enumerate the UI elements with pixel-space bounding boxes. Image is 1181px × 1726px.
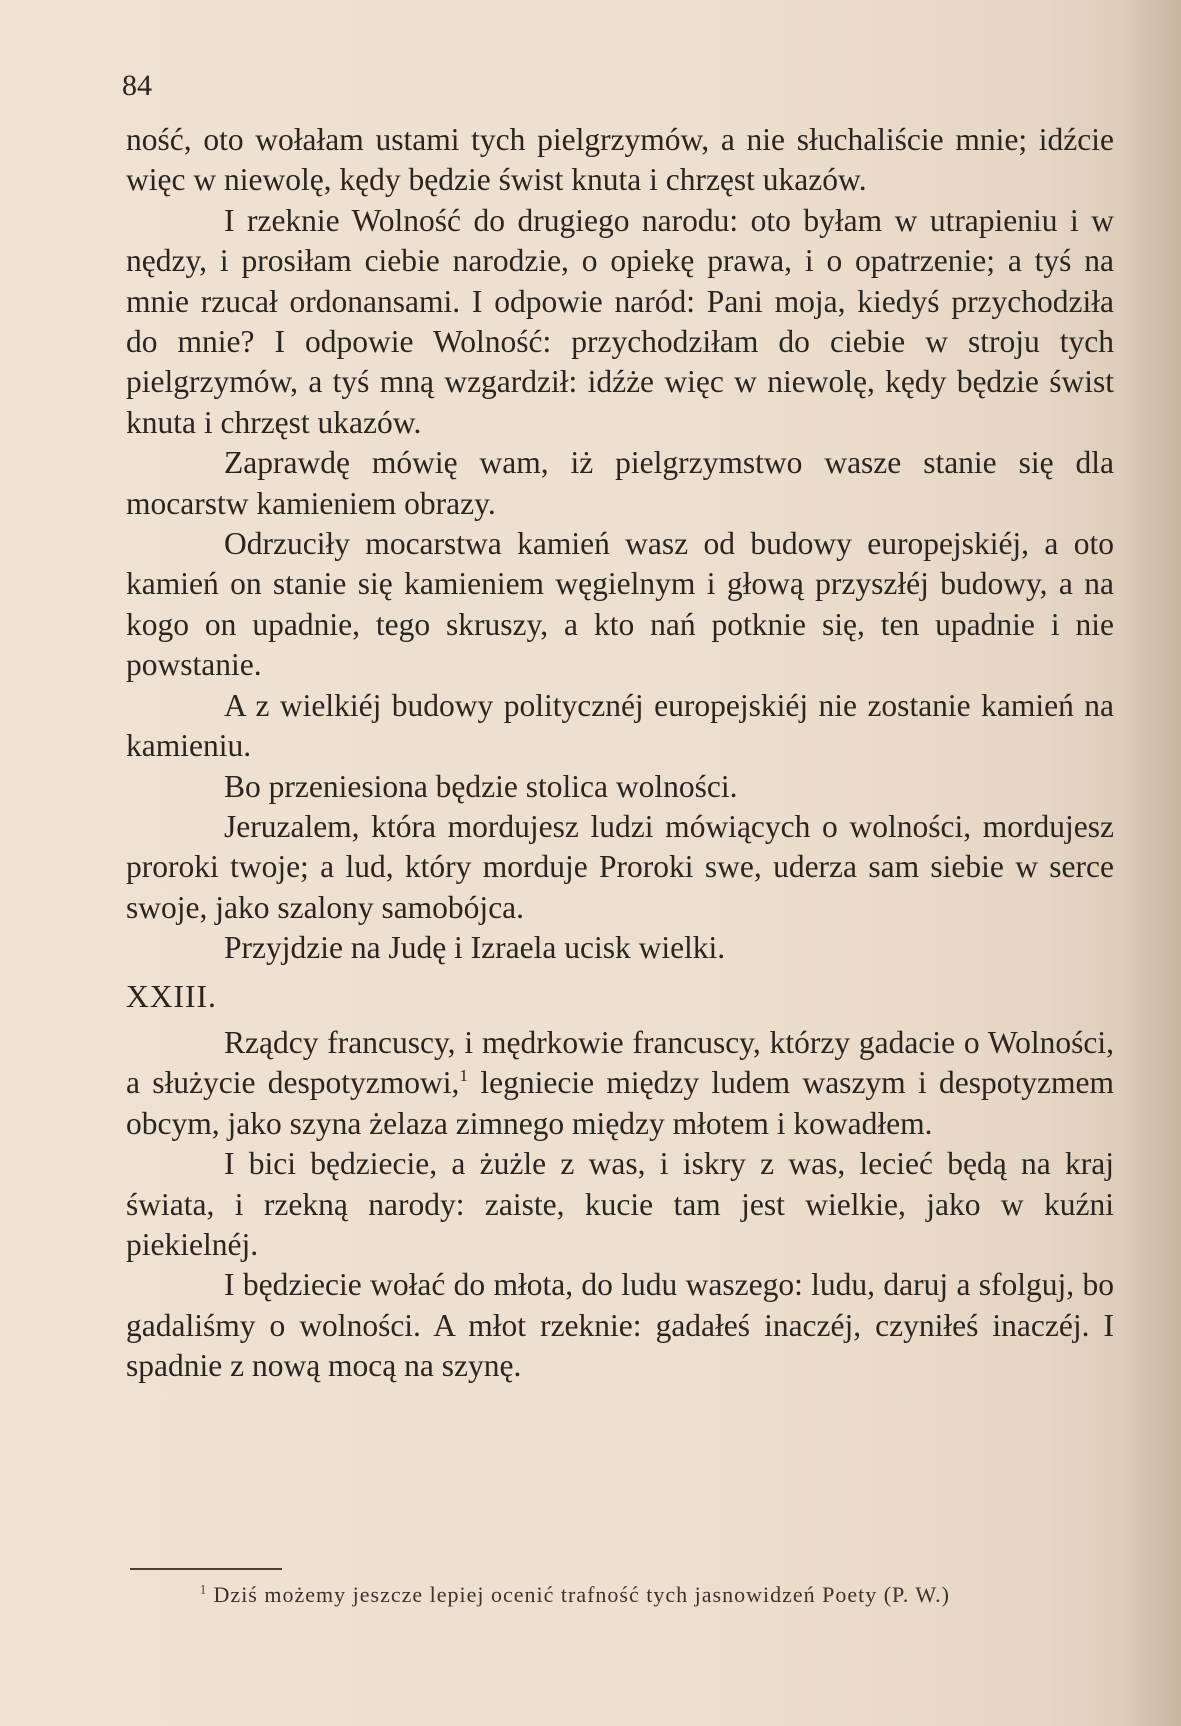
paragraph-text: Rządcy francuscy, i mędrkowie francuscy, którzy gadacie o Wolności, a służycie despotyzmowi,: [126, 1024, 1114, 1101]
paragraph: Bo przeniesiona będzie stolica wolności.: [224, 768, 738, 804]
footnote-divider: [130, 1568, 282, 1570]
paragraph: I rzeknie Wolność do drugiego narodu: oto byłam w utrapieniu i w nędzy, i prosiłam ciebie narodzie, o opiekę prawa, i o opatrzenie; a tyś na mnie rzucał ordonansami. I odpowie naród: Pani moja, kiedyś przychodziła do mnie? I odpowie Wolność: przychodziłam do ciebie w stroju tych pielgrzymów, a tyś mną wzgardził: idźże więc w niewolę, kędy będzie świst knuta i chrzęst ukazów.: [126, 202, 1114, 440]
page-edge-shadow: [1121, 0, 1181, 1726]
footnote-text: Dziś możemy jeszcze lepiej ocenić trafność tych jasnowidzeń Poety (P. W.): [213, 1582, 951, 1607]
paragraph: ność, oto wołałam ustami tych pielgrzymów, a nie słuchaliście mnie; idźcie więc w niewolę, kędy będzie świst knuta i chrzęst ukazów.: [126, 122, 1114, 198]
paragraph: A z wielkiéj budowy politycznéj europejskiéj nie zostanie kamień na kamieniu.: [126, 687, 1114, 764]
paragraph: Zaprawdę mówię wam, iż pielgrzymstwo wasze stanie się dla mocarstw kamieniem obrazy.: [126, 445, 1114, 521]
paragraph: [126, 1023, 1114, 1144]
paragraph: I bici będziecie, a żużle z was, i iskry z was, lecieć będą na kraj świata, i rzekną narody: zaiste, kucie tam jest wielkie, jako w kuźni piekielnéj.: [126, 1146, 1114, 1262]
body-text: [126, 120, 1114, 1387]
paragraph: I będziecie wołać do młota, do ludu waszego: ludu, daruj a sfolguj, bo gadaliśmy o wolności. A młot rzeknie: gadałeś inaczéj, czyniłeś inaczéj. I spadnie z nową mocą na szynę.: [126, 1267, 1114, 1384]
footnote: [200, 1578, 1130, 1612]
footnote-mark: 1: [200, 1582, 208, 1597]
page-number: 84: [122, 69, 152, 102]
paragraph: Przyjdzie na Judę i Izraela ucisk wielki.: [224, 930, 726, 966]
paragraph-text: legniecie między ludem waszym i despotyzmem obcym, jako szyna żelaza zimnego między młotem i kowadłem.: [126, 1065, 1115, 1141]
section-heading: XXIII.: [126, 978, 217, 1014]
footnote-reference: 1: [459, 1066, 469, 1086]
paragraph: Jeruzalem, która mordujesz ludzi mówiących o wolności, mordujesz proroki twoje; a lud, który morduje Proroki swe, uderza sam siebie w serce swoje, jako szalony samobójca.: [126, 808, 1114, 925]
paragraph: Odrzuciły mocarstwa kamień wasz od budowy europejskiéj, a oto kamień on stanie się kamieniem węgielnym i głową przyszłéj budowy, a na kogo on upadnie, tego skruszy, a kto nań potknie się, ten upadnie i nie powstanie.: [126, 526, 1114, 683]
